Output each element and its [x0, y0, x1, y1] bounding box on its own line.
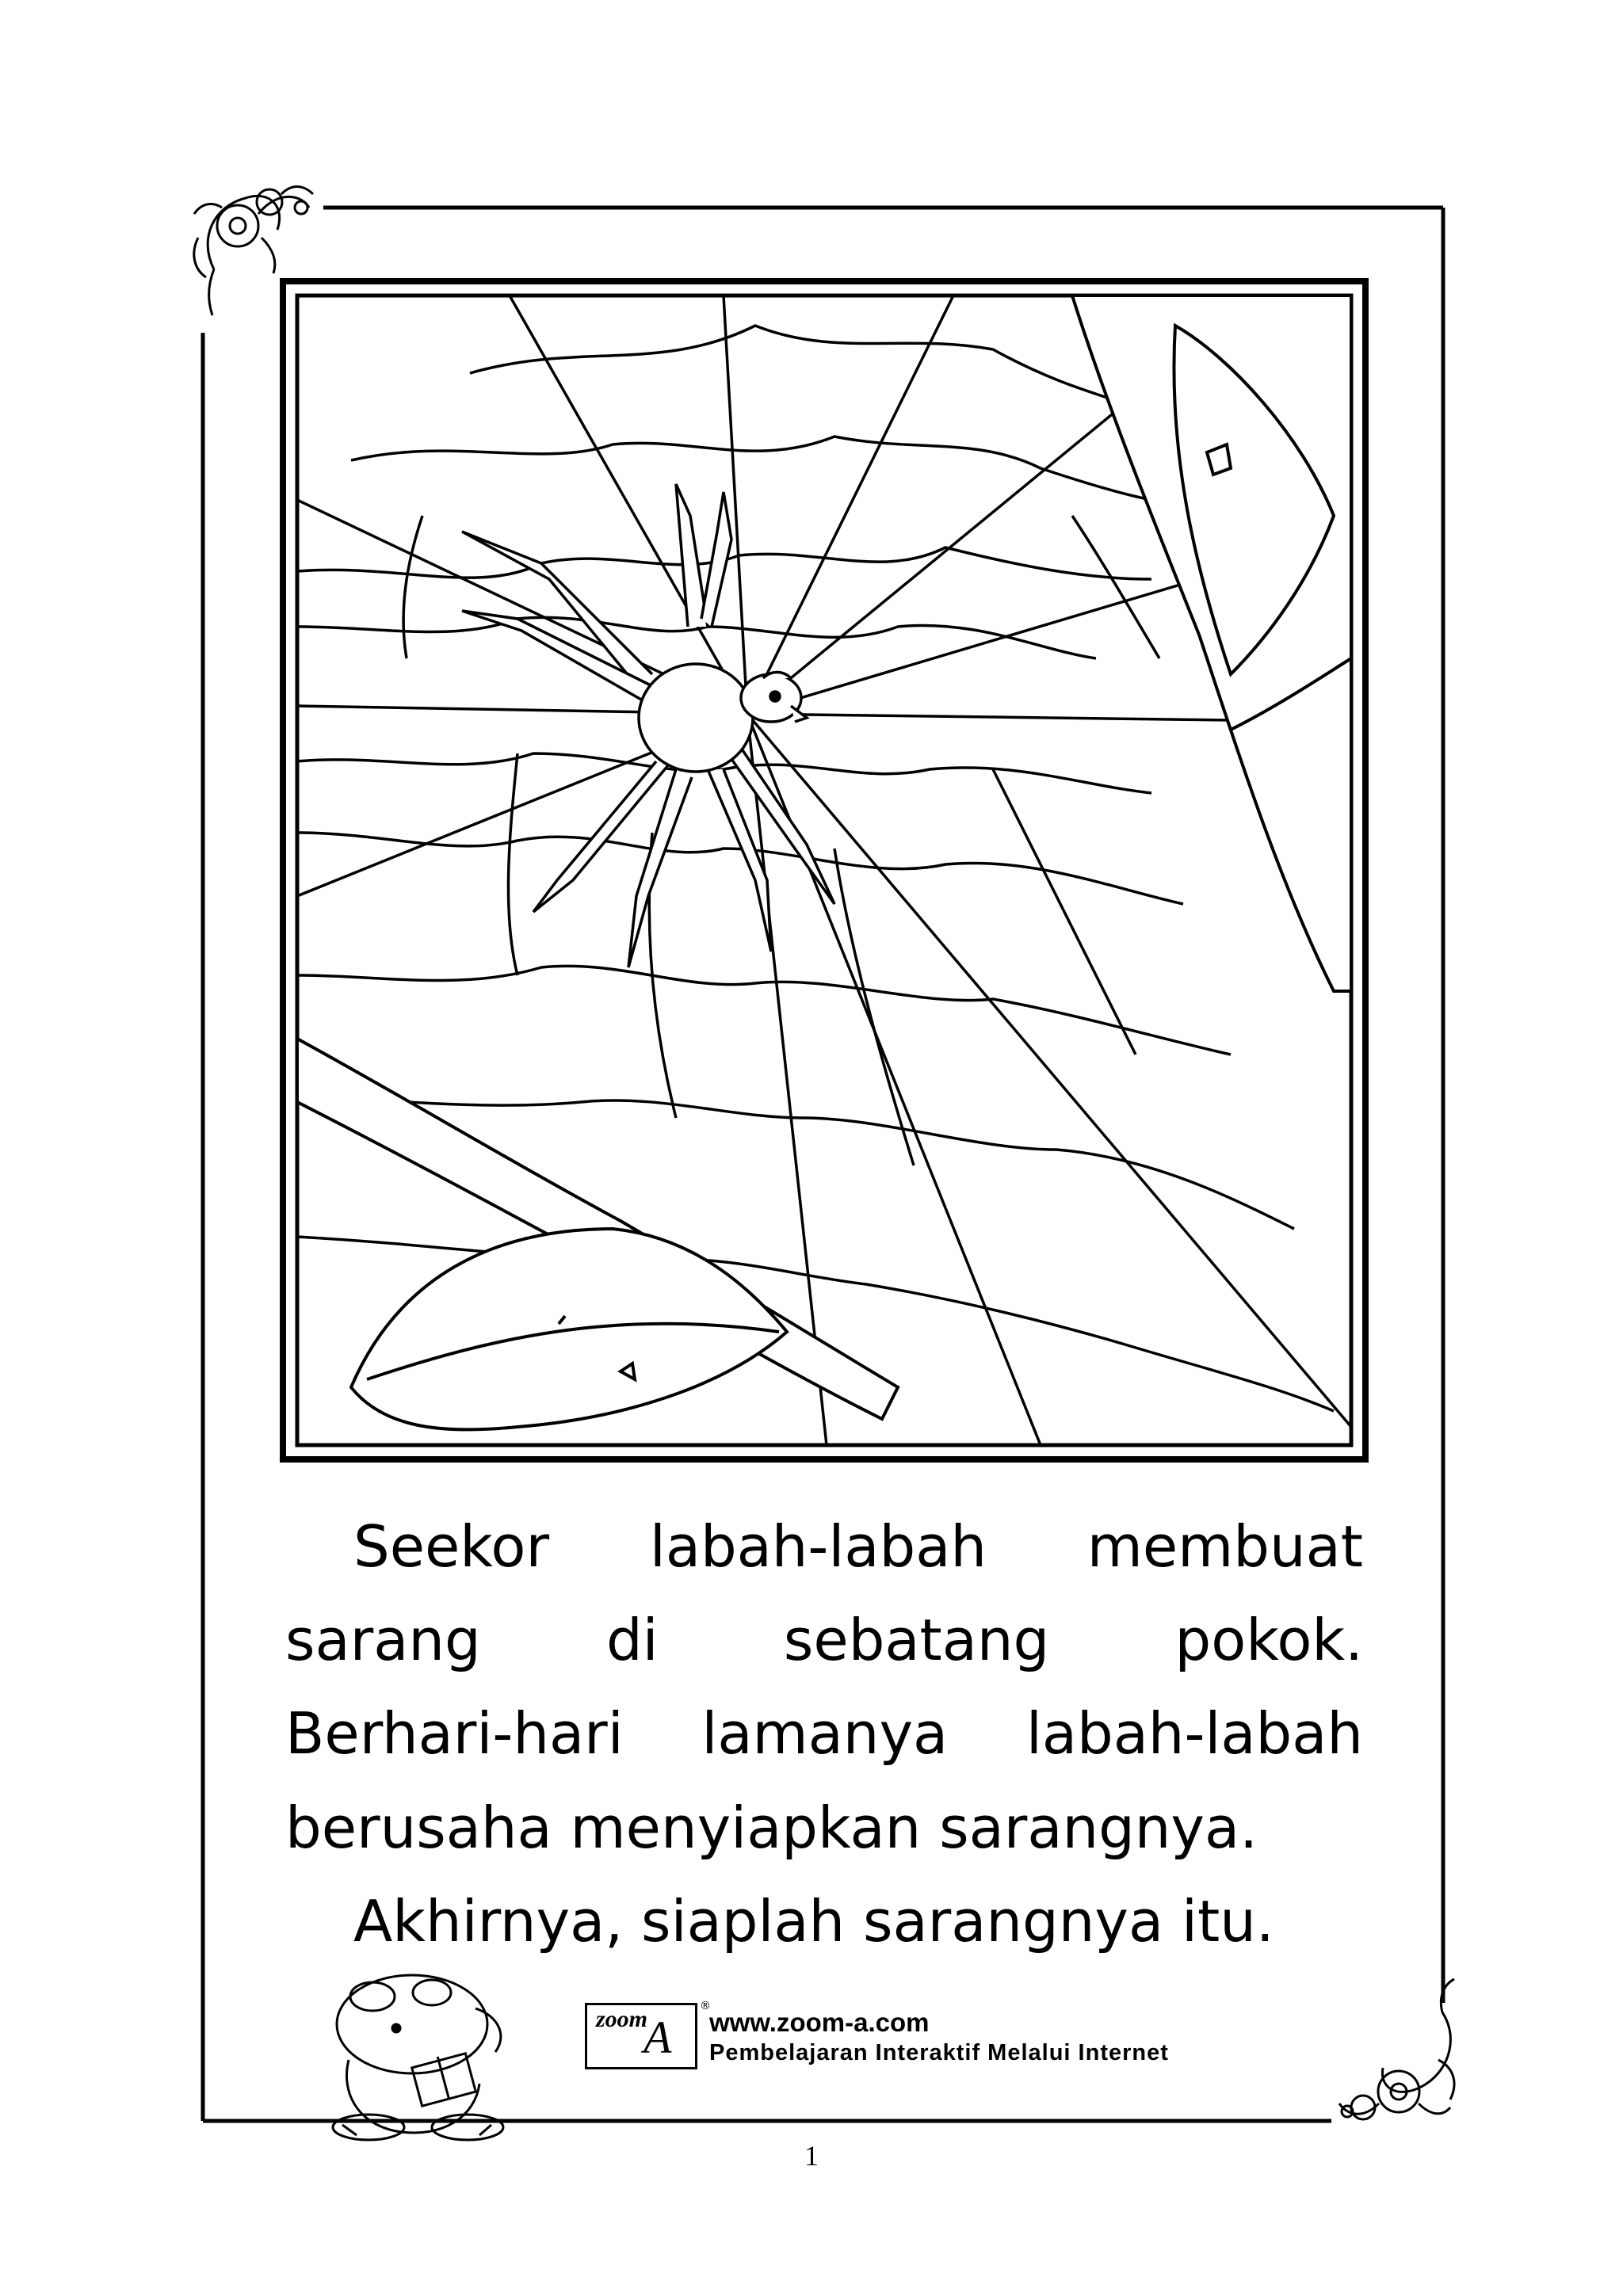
footer-tagline: Pembelajaran Interaktif Melalui Internet [709, 2040, 1169, 2065]
story-line-3 [285, 1698, 1363, 1769]
story-word: labah-labah [1025, 1700, 1364, 1767]
story-word: Berhari-hari [285, 1700, 624, 1767]
spider-web-illustration [280, 278, 1369, 1463]
registered-mark: ® [700, 2000, 711, 2012]
story-word: sarang [285, 1607, 481, 1673]
anteater-reading-mascot-icon [333, 1975, 503, 2140]
page-number: 1 [804, 2140, 819, 2172]
story-word: membuat [1086, 1513, 1363, 1580]
logo-letter: A [643, 2012, 672, 2063]
story-word: sebatang [783, 1607, 1050, 1673]
floral-corner-bottom-right-icon [1339, 1979, 1454, 2119]
footer-url-link[interactable]: www.zoom-a.com [709, 2008, 930, 2037]
story-line-2 [285, 1604, 1363, 1676]
story-word: Seekor [353, 1513, 550, 1580]
story-word: di [605, 1607, 659, 1673]
story-line-1 [285, 1511, 1363, 1582]
story-word: labah-labah [649, 1513, 987, 1580]
logo-word: zoom [596, 2006, 648, 2032]
story-line-5: Akhirnya, siaplah sarangnya itu. [353, 1888, 1274, 1955]
story-word: pokok. [1174, 1607, 1364, 1673]
story-word: lamanya [701, 1700, 949, 1767]
story-line-4: berusaha menyiapkan sarangnya. [285, 1794, 1258, 1861]
